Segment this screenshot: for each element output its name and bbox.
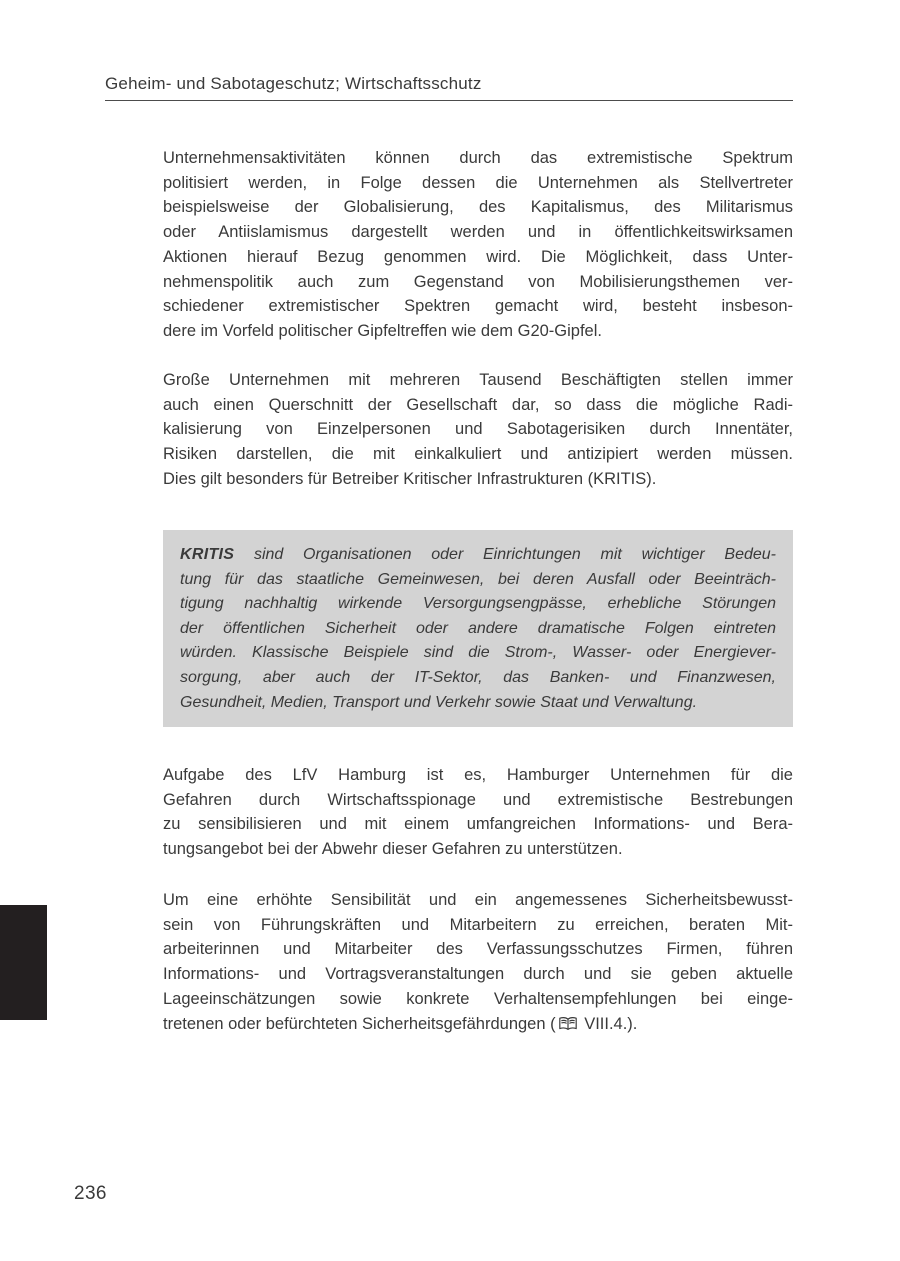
page-number: 236 — [74, 1183, 107, 1204]
text-line: auch einen Querschnitt der Gesellschaft dar, so dass die mögliche Radi- — [163, 395, 793, 414]
open-book-icon — [558, 1016, 578, 1031]
paragraph-security-awareness — [163, 888, 793, 1036]
text-line: tung für das staatliche Gemeinwesen, bei deren Ausfall oder Beeinträch- — [180, 570, 776, 588]
text-line: politisiert werden, in Folge dessen die Unternehmen als Stellvertreter — [163, 173, 793, 192]
text-line: Gefahren durch Wirtschaftsspionage und extremistische Bestrebungen — [163, 790, 793, 809]
text-line: würden. Klassische Beispiele sind die Strom-, Wasser- oder Energiever- — [180, 644, 776, 662]
text-line: kalisierung von Einzelpersonen und Sabotagerisiken durch Innentäter, — [163, 420, 793, 439]
text-line: sein von Führungskräften und Mitarbeitern zu erreichen, beraten Mit- — [163, 915, 793, 934]
text-line: Unternehmensaktivitäten können durch das extremistische Spektrum — [163, 149, 793, 167]
text-line: Aufgabe des LfV Hamburg ist es, Hamburger Unternehmen für die — [163, 766, 793, 784]
text-line: Risiken darstellen, die mit einkalkuliert und antizipiert werden müssen. — [163, 445, 793, 464]
text-line: arbeiterinnen und Mitarbeiter des Verfassungsschutzes Firmen, führen — [163, 940, 793, 959]
text-line: zu sensibilisieren und mit einem umfangreichen Informations- und Bera- — [163, 815, 793, 834]
text-line: tungsangebot bei der Abwehr dieser Gefahren zu unterstützen. — [163, 840, 623, 859]
text-line: Aktionen hierauf Bezug genommen wird. Die Möglichkeit, dass Unter- — [163, 247, 793, 266]
text-line: schiedener extremistischer Spektren gemacht wird, besteht insbeson- — [163, 297, 793, 316]
paragraph-extremist-spectrum — [163, 146, 793, 344]
running-header-title: Geheim- und Sabotageschutz; Wirtschaftsschutz — [105, 74, 482, 93]
running-header — [105, 74, 793, 101]
text-line: Große Unternehmen mit mehreren Tausend Beschäftigten stellen immer — [163, 371, 793, 389]
text-line: der öffentlichen Sicherheit oder andere dramatische Folgen eintreten — [180, 619, 776, 637]
text-line: sorgung, aber auch der IT-Sektor, das Banken- und Finanzwesen, — [180, 668, 776, 686]
kritis-definition-box — [163, 530, 793, 727]
text-line: tigung nachhaltig wirkende Versorgungsengpässe, erhebliche Störungen — [180, 595, 776, 613]
text-line: Dies gilt besonders für Betreiber Kritischer Infrastrukturen (KRITIS). — [163, 469, 657, 488]
text-line: Gesundheit, Medien, Transport und Verkehr sowie Staat und Verwaltung. — [180, 693, 698, 711]
bold-lead-word: KRITIS — [180, 546, 235, 563]
paragraph-large-companies — [163, 368, 793, 492]
text-line: Um eine erhöhte Sensibilität und ein angemessenes Sicherheitsbewusst- — [163, 891, 793, 909]
text-line: beispielsweise der Globalisierung, des Kapitalismus, des Militarismus — [163, 198, 793, 217]
text-line: Lageeinschätzungen sowie konkrete Verhaltensempfehlungen bei einge- — [163, 989, 793, 1008]
chapter-thumb-index-marker — [0, 905, 47, 1020]
text-line: nehmenspolitik auch zum Gegenstand von Mobilisierungsthemen ver- — [163, 272, 793, 291]
text-line: tretenen oder befürchteten Sicherheitsgefährdungen ( VIII.4.). — [163, 1014, 638, 1033]
text-line: dere im Vorfeld politischer Gipfeltreffen wie dem G20-Gipfel. — [163, 321, 602, 340]
text-line: Informations- und Vortragsveranstaltungen durch und sie geben aktuelle — [163, 965, 793, 984]
text-line: oder Antiislamismus dargestellt werden und in öffentlichkeitswirksamen — [163, 223, 793, 242]
text-line: KRITIS sind Organisationen oder Einrichtungen mit wichtiger Bedeu- — [180, 546, 776, 563]
paragraph-lfv-hamburg-task — [163, 763, 793, 862]
